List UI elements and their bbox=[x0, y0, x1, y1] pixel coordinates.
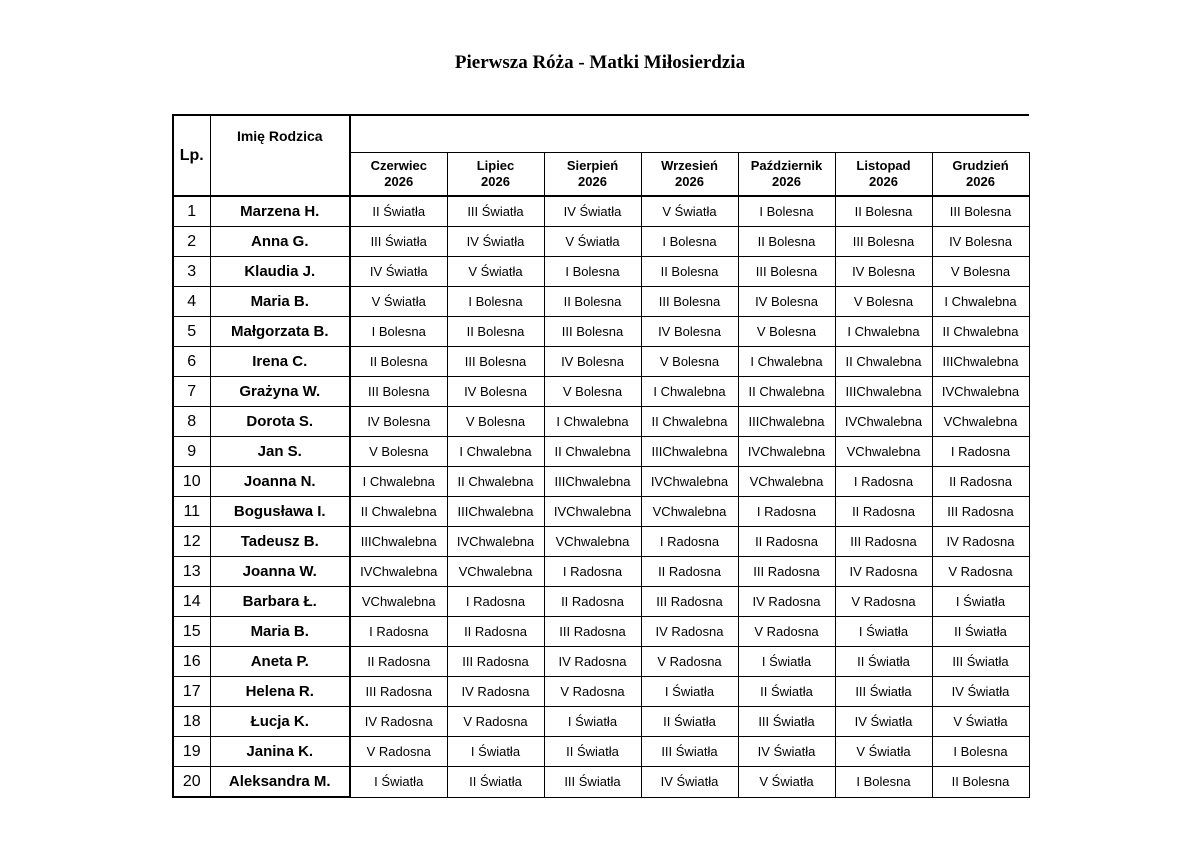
mystery-cell: III Światła bbox=[932, 647, 1029, 677]
table-row bbox=[173, 437, 1029, 467]
mystery-cell: II Radosna bbox=[641, 557, 738, 587]
mystery-cell: III Światła bbox=[350, 227, 447, 257]
parent-name: Łucja K. bbox=[210, 707, 350, 737]
mystery-cell: IV Radosna bbox=[447, 677, 544, 707]
mystery-cell: II Chwalebna bbox=[544, 437, 641, 467]
parent-name: Joanna W. bbox=[210, 557, 350, 587]
mystery-cell: I Bolesna bbox=[544, 257, 641, 287]
parent-name: Anna G. bbox=[210, 227, 350, 257]
mystery-cell: V Światła bbox=[641, 196, 738, 227]
mystery-cell: IV Radosna bbox=[738, 587, 835, 617]
mystery-cell: I Bolesna bbox=[641, 227, 738, 257]
mystery-cell: V Bolesna bbox=[350, 437, 447, 467]
mystery-cell: IV Światła bbox=[544, 196, 641, 227]
mystery-cell: I Radosna bbox=[835, 467, 932, 497]
mystery-cell: V Bolesna bbox=[544, 377, 641, 407]
mystery-cell: VChwalebna bbox=[932, 407, 1029, 437]
mystery-cell: I Światła bbox=[932, 587, 1029, 617]
mystery-cell: IV Bolesna bbox=[835, 257, 932, 287]
month-year: 2026 bbox=[481, 174, 510, 189]
mystery-cell: I Bolesna bbox=[447, 287, 544, 317]
mystery-cell: III Radosna bbox=[350, 677, 447, 707]
row-number: 5 bbox=[173, 317, 210, 347]
mystery-cell: IIIChwalebna bbox=[447, 497, 544, 527]
schedule-table bbox=[172, 114, 1030, 798]
mystery-cell: II Bolesna bbox=[932, 767, 1029, 798]
month-year: 2026 bbox=[966, 174, 995, 189]
table-row bbox=[173, 467, 1029, 497]
mystery-cell: I Radosna bbox=[350, 617, 447, 647]
mystery-cell: IIIChwalebna bbox=[835, 377, 932, 407]
mystery-cell: II Chwalebna bbox=[350, 497, 447, 527]
mystery-cell: IV Bolesna bbox=[738, 287, 835, 317]
table-row bbox=[173, 257, 1029, 287]
month-header bbox=[641, 153, 738, 197]
mystery-cell: III Radosna bbox=[447, 647, 544, 677]
month-name: Lipiec bbox=[476, 158, 515, 173]
parent-name: Aleksandra M. bbox=[210, 767, 350, 798]
table-row bbox=[173, 677, 1029, 707]
mystery-cell: III Bolesna bbox=[835, 227, 932, 257]
parent-name: Janina K. bbox=[210, 737, 350, 767]
row-number: 2 bbox=[173, 227, 210, 257]
mystery-cell: III Światła bbox=[738, 707, 835, 737]
mystery-cell: IVChwalebna bbox=[835, 407, 932, 437]
month-header bbox=[738, 153, 835, 197]
mystery-cell: IIIChwalebna bbox=[738, 407, 835, 437]
mystery-cell: I Chwalebna bbox=[544, 407, 641, 437]
mystery-cell: II Radosna bbox=[738, 527, 835, 557]
parent-name: Joanna N. bbox=[210, 467, 350, 497]
month-name: Listopad bbox=[856, 158, 911, 173]
mystery-cell: II Światła bbox=[350, 196, 447, 227]
mystery-cell: IV Światła bbox=[738, 737, 835, 767]
mystery-cell: IV Światła bbox=[350, 257, 447, 287]
mystery-cell: V Bolesna bbox=[641, 347, 738, 377]
mystery-cell: IVChwalebna bbox=[350, 557, 447, 587]
mystery-cell: I Światła bbox=[641, 677, 738, 707]
mystery-cell: II Światła bbox=[932, 617, 1029, 647]
mystery-cell: I Chwalebna bbox=[641, 377, 738, 407]
mystery-cell: II Chwalebna bbox=[835, 347, 932, 377]
table-row bbox=[173, 587, 1029, 617]
parent-name: Jan S. bbox=[210, 437, 350, 467]
table-row bbox=[173, 737, 1029, 767]
mystery-cell: III Bolesna bbox=[544, 317, 641, 347]
mystery-cell: IV Bolesna bbox=[350, 407, 447, 437]
row-number: 17 bbox=[173, 677, 210, 707]
mystery-cell: V Światła bbox=[932, 707, 1029, 737]
row-number: 9 bbox=[173, 437, 210, 467]
mystery-cell: III Bolesna bbox=[641, 287, 738, 317]
mystery-cell: IIIChwalebna bbox=[932, 347, 1029, 377]
row-number: 18 bbox=[173, 707, 210, 737]
month-year: 2026 bbox=[578, 174, 607, 189]
mystery-cell: IV Bolesna bbox=[932, 227, 1029, 257]
mystery-cell: V Światła bbox=[350, 287, 447, 317]
mystery-cell: V Bolesna bbox=[447, 407, 544, 437]
mystery-cell: IV Radosna bbox=[350, 707, 447, 737]
mystery-cell: I Chwalebna bbox=[932, 287, 1029, 317]
mystery-cell: II Bolesna bbox=[350, 347, 447, 377]
mystery-cell: III Radosna bbox=[738, 557, 835, 587]
mystery-cell: IIIChwalebna bbox=[544, 467, 641, 497]
lp-header: Lp. bbox=[173, 115, 210, 196]
table-row bbox=[173, 617, 1029, 647]
parent-name: Irena C. bbox=[210, 347, 350, 377]
mystery-cell: I Radosna bbox=[738, 497, 835, 527]
mystery-cell: IV Bolesna bbox=[447, 377, 544, 407]
table-row bbox=[173, 287, 1029, 317]
mystery-cell: V Światła bbox=[835, 737, 932, 767]
month-name: Sierpień bbox=[566, 158, 619, 173]
mystery-cell: V Światła bbox=[447, 257, 544, 287]
mystery-cell: I Radosna bbox=[447, 587, 544, 617]
month-group-header bbox=[350, 115, 1029, 153]
mystery-cell: IVChwalebna bbox=[447, 527, 544, 557]
mystery-cell: II Światła bbox=[835, 647, 932, 677]
row-number: 7 bbox=[173, 377, 210, 407]
mystery-cell: III Światła bbox=[835, 677, 932, 707]
mystery-cell: V Bolesna bbox=[932, 257, 1029, 287]
month-year: 2026 bbox=[384, 174, 414, 189]
row-number: 15 bbox=[173, 617, 210, 647]
mystery-cell: II Światła bbox=[447, 767, 544, 798]
mystery-cell: VChwalebna bbox=[544, 527, 641, 557]
table-row bbox=[173, 377, 1029, 407]
mystery-cell: V Światła bbox=[738, 767, 835, 798]
mystery-cell: II Bolesna bbox=[641, 257, 738, 287]
parent-name: Marzena H. bbox=[210, 196, 350, 227]
mystery-cell: VChwalebna bbox=[447, 557, 544, 587]
mystery-cell: I Radosna bbox=[641, 527, 738, 557]
parent-name: Dorota S. bbox=[210, 407, 350, 437]
mystery-cell: I Chwalebna bbox=[350, 467, 447, 497]
table-row bbox=[173, 227, 1029, 257]
month-header bbox=[447, 153, 544, 197]
month-name: Wrzesień bbox=[661, 158, 718, 173]
mystery-cell: III Światła bbox=[641, 737, 738, 767]
parent-name: Helena R. bbox=[210, 677, 350, 707]
mystery-cell: I Światła bbox=[350, 767, 447, 798]
parent-name: Barbara Ł. bbox=[210, 587, 350, 617]
mystery-cell: IVChwalebna bbox=[932, 377, 1029, 407]
table-row bbox=[173, 647, 1029, 677]
mystery-cell: IVChwalebna bbox=[544, 497, 641, 527]
table-row bbox=[173, 317, 1029, 347]
mystery-cell: V Radosna bbox=[932, 557, 1029, 587]
table-row bbox=[173, 196, 1029, 227]
mystery-cell: V Światła bbox=[544, 227, 641, 257]
row-number: 10 bbox=[173, 467, 210, 497]
month-name: Czerwiec bbox=[370, 158, 427, 173]
month-year: 2026 bbox=[772, 174, 801, 189]
mystery-cell: II Radosna bbox=[350, 647, 447, 677]
month-year: 2026 bbox=[675, 174, 704, 189]
row-number: 19 bbox=[173, 737, 210, 767]
mystery-cell: III Radosna bbox=[544, 617, 641, 647]
parent-name: Bogusława I. bbox=[210, 497, 350, 527]
mystery-cell: V Radosna bbox=[447, 707, 544, 737]
mystery-cell: III Bolesna bbox=[932, 196, 1029, 227]
mystery-cell: V Radosna bbox=[641, 647, 738, 677]
mystery-cell: IV Bolesna bbox=[544, 347, 641, 377]
mystery-cell: I Bolesna bbox=[738, 196, 835, 227]
mystery-cell: II Chwalebna bbox=[932, 317, 1029, 347]
parent-name: Klaudia J. bbox=[210, 257, 350, 287]
mystery-cell: II Światła bbox=[544, 737, 641, 767]
mystery-cell: V Bolesna bbox=[835, 287, 932, 317]
mystery-cell: II Bolesna bbox=[835, 196, 932, 227]
mystery-cell: I Chwalebna bbox=[447, 437, 544, 467]
parent-name: Tadeusz B. bbox=[210, 527, 350, 557]
mystery-cell: I Światła bbox=[835, 617, 932, 647]
table-row bbox=[173, 527, 1029, 557]
month-header bbox=[350, 153, 447, 197]
mystery-cell: V Bolesna bbox=[738, 317, 835, 347]
month-name: Grudzień bbox=[952, 158, 1009, 173]
row-number: 11 bbox=[173, 497, 210, 527]
month-header bbox=[835, 153, 932, 197]
mystery-cell: IV Światła bbox=[835, 707, 932, 737]
mystery-cell: IV Bolesna bbox=[641, 317, 738, 347]
mystery-cell: IV Światła bbox=[641, 767, 738, 798]
row-number: 1 bbox=[173, 196, 210, 227]
parent-name: Małgorzata B. bbox=[210, 317, 350, 347]
mystery-cell: IIIChwalebna bbox=[350, 527, 447, 557]
mystery-cell: II Radosna bbox=[932, 467, 1029, 497]
parent-name: Grażyna W. bbox=[210, 377, 350, 407]
mystery-cell: VChwalebna bbox=[738, 467, 835, 497]
mystery-cell: I Bolesna bbox=[350, 317, 447, 347]
mystery-cell: VChwalebna bbox=[641, 497, 738, 527]
mystery-cell: IV Radosna bbox=[544, 647, 641, 677]
page-title: Pierwsza Róża - Matki Miłosierdzia bbox=[454, 52, 746, 73]
mystery-cell: I Bolesna bbox=[835, 767, 932, 798]
row-number: 12 bbox=[173, 527, 210, 557]
mystery-cell: IV Światła bbox=[447, 227, 544, 257]
mystery-cell: IVChwalebna bbox=[641, 467, 738, 497]
mystery-cell: V Radosna bbox=[835, 587, 932, 617]
row-number: 20 bbox=[173, 767, 210, 798]
month-name: Październik bbox=[750, 158, 823, 173]
mystery-cell: II Radosna bbox=[835, 497, 932, 527]
mystery-cell: II Chwalebna bbox=[738, 377, 835, 407]
mystery-cell: I Bolesna bbox=[932, 737, 1029, 767]
mystery-cell: III Radosna bbox=[835, 527, 932, 557]
mystery-cell: IIIChwalebna bbox=[641, 437, 738, 467]
row-number: 8 bbox=[173, 407, 210, 437]
parent-name-header: Imię Rodzica bbox=[210, 115, 350, 196]
parent-name: Maria B. bbox=[210, 287, 350, 317]
parent-name: Maria B. bbox=[210, 617, 350, 647]
mystery-cell: I Radosna bbox=[544, 557, 641, 587]
mystery-cell: III Światła bbox=[544, 767, 641, 798]
mystery-cell: III Bolesna bbox=[447, 347, 544, 377]
mystery-cell: II Bolesna bbox=[738, 227, 835, 257]
mystery-cell: I Światła bbox=[447, 737, 544, 767]
mystery-cell: IV Radosna bbox=[932, 527, 1029, 557]
mystery-cell: V Radosna bbox=[350, 737, 447, 767]
mystery-cell: IVChwalebna bbox=[738, 437, 835, 467]
mystery-cell: III Bolesna bbox=[738, 257, 835, 287]
table-row bbox=[173, 497, 1029, 527]
month-year: 2026 bbox=[869, 174, 898, 189]
header-row-top bbox=[173, 115, 1029, 153]
row-number: 16 bbox=[173, 647, 210, 677]
mystery-cell: VChwalebna bbox=[835, 437, 932, 467]
table-row bbox=[173, 347, 1029, 377]
month-header bbox=[932, 153, 1029, 197]
mystery-cell: VChwalebna bbox=[350, 587, 447, 617]
row-number: 4 bbox=[173, 287, 210, 317]
mystery-cell: I Chwalebna bbox=[738, 347, 835, 377]
schedule-body bbox=[173, 196, 1029, 797]
row-number: 3 bbox=[173, 257, 210, 287]
row-number: 13 bbox=[173, 557, 210, 587]
mystery-cell: III Światła bbox=[447, 196, 544, 227]
mystery-cell: IV Radosna bbox=[641, 617, 738, 647]
mystery-cell: II Radosna bbox=[544, 587, 641, 617]
mystery-cell: II Radosna bbox=[447, 617, 544, 647]
mystery-cell: I Radosna bbox=[932, 437, 1029, 467]
mystery-cell: III Radosna bbox=[932, 497, 1029, 527]
month-header bbox=[544, 153, 641, 197]
mystery-cell: I Światła bbox=[738, 647, 835, 677]
row-number: 14 bbox=[173, 587, 210, 617]
mystery-cell: III Bolesna bbox=[350, 377, 447, 407]
mystery-cell: III Radosna bbox=[641, 587, 738, 617]
mystery-cell: I Chwalebna bbox=[835, 317, 932, 347]
mystery-cell: II Bolesna bbox=[447, 317, 544, 347]
mystery-cell: V Radosna bbox=[738, 617, 835, 647]
mystery-cell: II Światła bbox=[641, 707, 738, 737]
mystery-cell: IV Radosna bbox=[835, 557, 932, 587]
table-row bbox=[173, 407, 1029, 437]
mystery-cell: IV Światła bbox=[932, 677, 1029, 707]
mystery-cell: I Światła bbox=[544, 707, 641, 737]
mystery-cell: II Bolesna bbox=[544, 287, 641, 317]
mystery-cell: II Chwalebna bbox=[641, 407, 738, 437]
mystery-cell: II Światła bbox=[738, 677, 835, 707]
parent-name: Aneta P. bbox=[210, 647, 350, 677]
mystery-cell: II Chwalebna bbox=[447, 467, 544, 497]
row-number: 6 bbox=[173, 347, 210, 377]
table-row bbox=[173, 707, 1029, 737]
table-row bbox=[173, 767, 1029, 798]
table-row bbox=[173, 557, 1029, 587]
mystery-cell: V Radosna bbox=[544, 677, 641, 707]
